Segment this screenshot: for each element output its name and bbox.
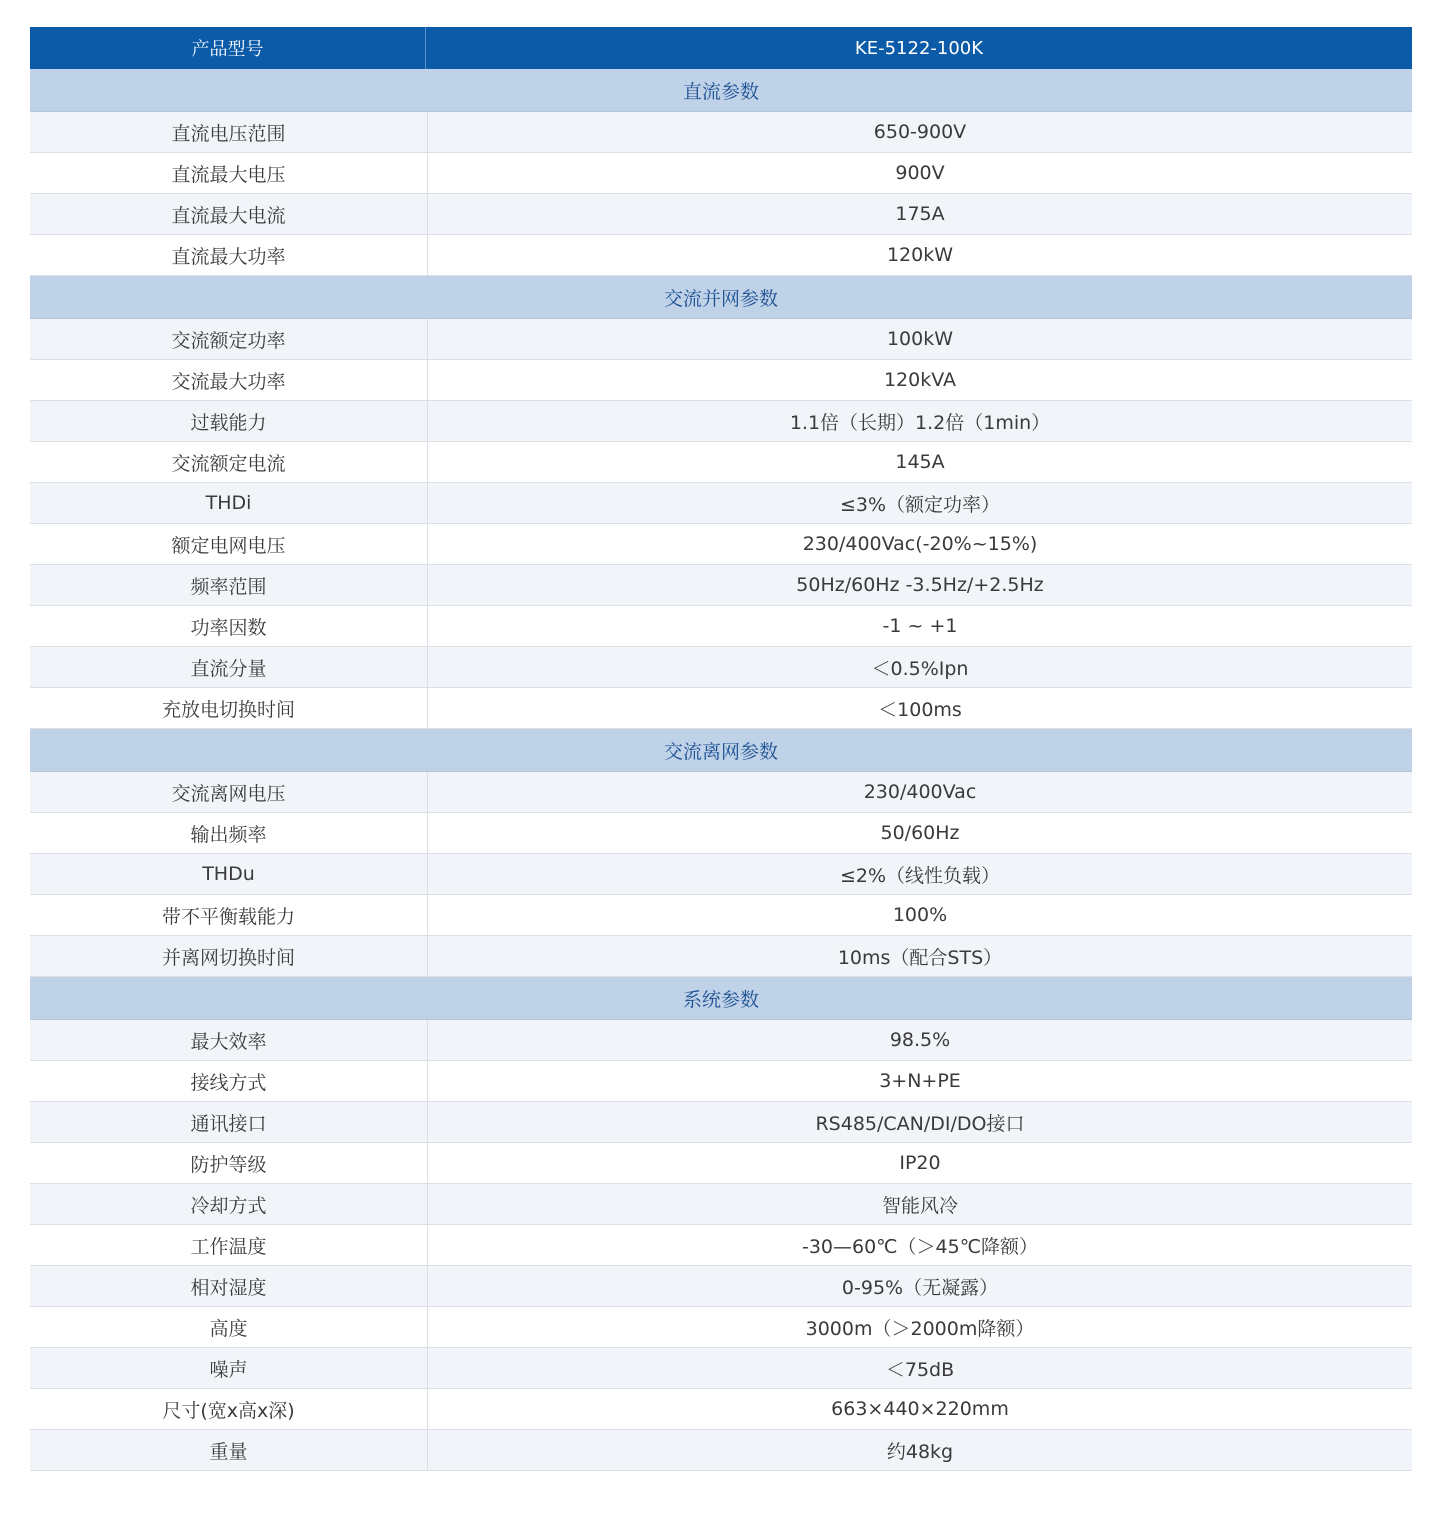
param-value: 智能风冷 — [881, 1194, 958, 1217]
param-value: IP20 — [899, 1152, 941, 1174]
table-row — [30, 1266, 1412, 1307]
param-value: 1.1倍（长期）1.2倍（1min） — [789, 411, 1051, 434]
param-value: 3000m（＞2000m降额） — [805, 1317, 1035, 1340]
header-model: KE-5122-100K — [854, 37, 984, 59]
param-label: 噪声 — [30, 1348, 428, 1388]
param-value: 3+N+PE — [879, 1070, 961, 1092]
table-body — [30, 69, 1412, 1471]
param-label: 尺寸(宽x高x深) — [30, 1389, 428, 1429]
param-label: 功率因数 — [30, 606, 428, 646]
table-row — [30, 360, 1412, 401]
param-label: 通讯接口 — [30, 1102, 428, 1142]
param-label: 高度 — [30, 1307, 428, 1347]
param-label: 充放电切换时间 — [30, 688, 428, 728]
param-value: 900V — [895, 162, 945, 184]
table-row — [30, 319, 1412, 360]
table-row — [30, 936, 1412, 977]
param-label: 重量 — [30, 1430, 428, 1470]
param-label: 防护等级 — [30, 1143, 428, 1183]
param-label: 交流额定功率 — [30, 319, 428, 359]
table-row — [30, 688, 1412, 729]
table-row — [30, 1102, 1412, 1143]
section-title: 系统参数 — [30, 977, 1412, 1020]
param-label: 带不平衡载能力 — [30, 895, 428, 935]
param-label: 直流最大电压 — [30, 153, 428, 193]
section-title: 交流离网参数 — [30, 729, 1412, 772]
table-row — [30, 606, 1412, 647]
param-value: ＜100ms — [878, 698, 962, 721]
table-row — [30, 442, 1412, 483]
table-row — [30, 401, 1412, 442]
table-row — [30, 1430, 1412, 1471]
table-row — [30, 1348, 1412, 1389]
param-label: 直流分量 — [30, 647, 428, 687]
param-value: 230/400Vac(-20%~15%) — [802, 533, 1038, 555]
param-label: 并离网切换时间 — [30, 936, 428, 976]
param-label: 额定电网电压 — [30, 524, 428, 564]
section-title: 交流并网参数 — [30, 276, 1412, 319]
param-value: 10ms（配合STS） — [837, 946, 1003, 969]
table-row — [30, 524, 1412, 565]
param-label: 交流离网电压 — [30, 772, 428, 812]
table-header — [30, 27, 1412, 69]
table-row — [30, 813, 1412, 854]
table-row — [30, 854, 1412, 895]
header-label: 产品型号 — [30, 27, 426, 69]
table-row — [30, 895, 1412, 936]
table-row — [30, 772, 1412, 813]
param-label: 工作温度 — [30, 1225, 428, 1265]
param-value: 50Hz/60Hz -3.5Hz/+2.5Hz — [796, 574, 1044, 596]
table-row — [30, 483, 1412, 524]
param-value: 650-900V — [873, 121, 967, 143]
param-value: 175A — [895, 203, 945, 225]
table-row — [30, 1143, 1412, 1184]
param-label: 最大效率 — [30, 1020, 428, 1060]
table-row — [30, 1184, 1412, 1225]
param-value: 100kW — [886, 328, 954, 350]
param-value: ＜0.5%Ipn — [871, 657, 969, 680]
param-value: 0-95%（无凝露） — [841, 1276, 999, 1299]
param-label: 直流最大电流 — [30, 194, 428, 234]
table-row — [30, 153, 1412, 194]
param-value: ≤3%（额定功率） — [839, 493, 1001, 516]
table-row — [30, 194, 1412, 235]
param-value: 120kW — [886, 244, 954, 266]
param-label: THDu — [30, 854, 428, 894]
param-label: 直流电压范围 — [30, 112, 428, 152]
param-value: ≤2%（线性负载） — [839, 864, 1001, 887]
param-label: 频率范围 — [30, 565, 428, 605]
table-row — [30, 1020, 1412, 1061]
param-value: 100% — [892, 904, 948, 926]
param-label: 相对湿度 — [30, 1266, 428, 1306]
param-value: 约48kg — [886, 1440, 954, 1463]
param-value: 120kVA — [883, 369, 957, 391]
table-row — [30, 235, 1412, 276]
param-value: 98.5% — [889, 1029, 951, 1051]
table-row — [30, 1389, 1412, 1430]
param-value: -1 ~ +1 — [882, 615, 958, 637]
param-label: 输出频率 — [30, 813, 428, 853]
param-label: THDi — [30, 483, 428, 523]
param-value: 50/60Hz — [880, 822, 960, 844]
spec-table — [30, 27, 1412, 1471]
section-title: 直流参数 — [30, 69, 1412, 112]
param-label: 直流最大功率 — [30, 235, 428, 275]
table-row — [30, 1307, 1412, 1348]
param-label: 接线方式 — [30, 1061, 428, 1101]
param-value: RS485/CAN/DI/DO接口 — [815, 1112, 1025, 1135]
table-row — [30, 647, 1412, 688]
table-row — [30, 112, 1412, 153]
param-value: 230/400Vac — [863, 781, 977, 803]
param-value: 663×440×220mm — [831, 1398, 1009, 1420]
table-row — [30, 565, 1412, 606]
param-label: 交流额定电流 — [30, 442, 428, 482]
param-value: -30—60℃（＞45℃降额） — [801, 1235, 1039, 1258]
param-label: 冷却方式 — [30, 1184, 428, 1224]
table-row — [30, 1061, 1412, 1102]
param-label: 过载能力 — [30, 401, 428, 441]
param-value: ＜75dB — [885, 1358, 955, 1381]
param-value: 145A — [895, 451, 945, 473]
table-row — [30, 1225, 1412, 1266]
param-label: 交流最大功率 — [30, 360, 428, 400]
